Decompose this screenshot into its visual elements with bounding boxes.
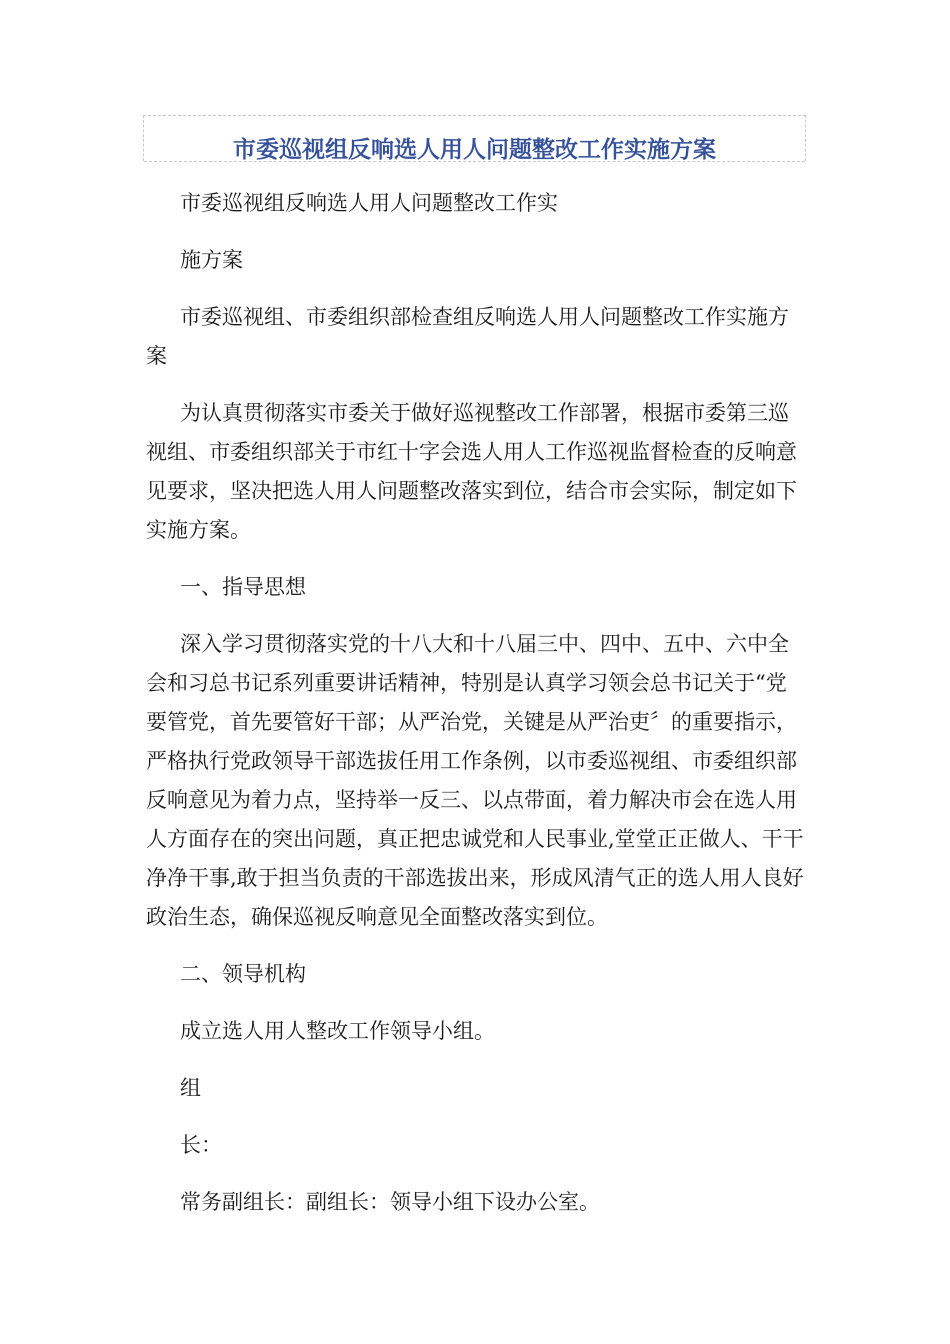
paragraph: 市委巡视组、市委组织部检查组反响选人用人问题整改工作实施方案 [146, 305, 789, 368]
paragraph: 常务副组长：副组长：领导小组下设办公室。 [180, 1190, 600, 1214]
section-heading: 二、领导机构 [180, 962, 306, 986]
section-heading: 一、指导思想 [180, 575, 306, 599]
paragraph: 市委巡视组反响选人用人问题整改工作实 [180, 191, 558, 215]
document-title: 市委巡视组反响选人用人问题整改工作实施方案 [233, 137, 716, 163]
paragraph: 长： [180, 1133, 222, 1157]
paragraph: 组 [180, 1076, 201, 1100]
paragraph: 为认真贯彻落实市委关于做好巡视整改工作部署，根据市委第三巡视组、市委组织部关于市红十字会选人用人工作巡视监督检查的反响意见要求，坚决把选人用人问题整改落实到位，结合市会实际，制定如下实施方案。 [146, 401, 797, 542]
paragraph: 成立选人用人整改工作领导小组。 [180, 1019, 495, 1043]
paragraph: 深入学习贯彻落实党的十八大和十八届三中、四中、五中、六中全会和习总书记系列重要讲话精神，特别是认真学习领会总书记关于“党要管党，首先要管好干部；从严治党，关键是从严治吏〞的重要指示，严格执行党政领导干部选拔任用工作条例，以市委巡视组、市委组织部反响意见为着力点，坚持举一反三、以点带面，着力解决市会在选人用人方面存在的突出问题，真正把忠诚党和人民事业,堂堂正正做人、干干净净干事,敢于担当负责的干部选拔出来，形成风清气正的选人用人良好政治生态，确保巡视反响意见全面整改落实到位。 [146, 632, 804, 929]
document-body [146, 184, 806, 1222]
paragraph: 施方案 [180, 248, 243, 272]
